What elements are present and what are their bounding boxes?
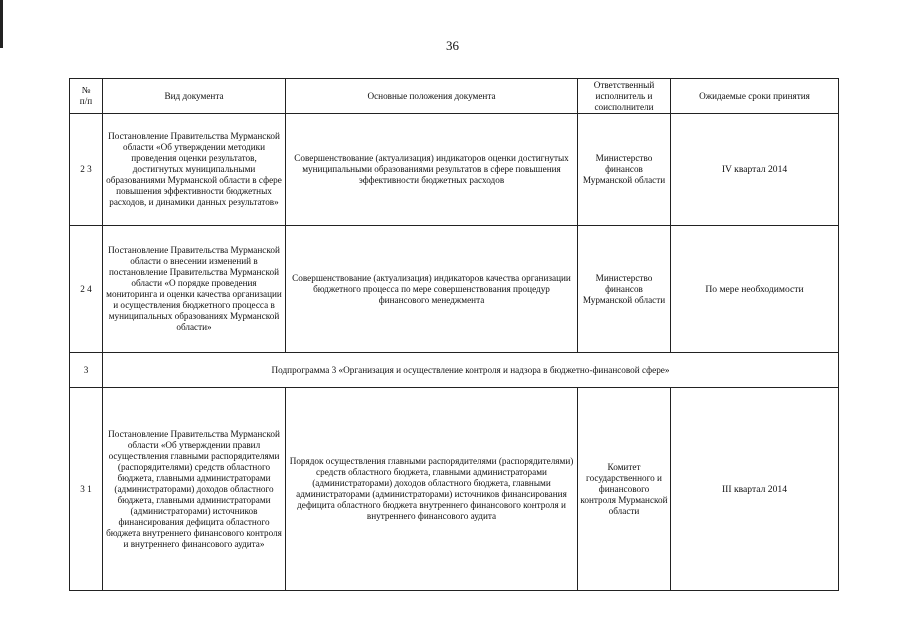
subprogram-row — [70, 353, 839, 388]
main-provisions: Порядок осуществления главными распорядителями (распорядителями) средств областного бюджета, главными администраторами (администраторами) доходов областного бюджета, главными администраторами (администраторами) источников финансирования дефицита областного бюджета внутреннего финансового контроля и внутреннего финансового аудита — [286, 388, 578, 591]
responsible: Комитет государственного и финансового контроля Мурманской области — [578, 388, 671, 591]
main-provisions: Совершенствование (актуализация) индикаторов оценки достигнутых муниципальными образованиями результатов в сфере повышения эффективности бюджетных расходов — [286, 114, 578, 226]
document-type: Постановление Правительства Мурманской области «Об утверждении методики проведения оценки результатов, достигнутых муниципальными образованиями Мурманской области в сфере повышения эффективности бюджетных расходов, и динамики данных результатов» — [103, 114, 286, 226]
header-row-number: № п/п — [70, 79, 103, 114]
main-provisions: Совершенствование (актуализация) индикаторов качества организации бюджетного процесса по мере совершенствования процедур финансового менеджмента — [286, 226, 578, 353]
row-number: 2 4 — [70, 226, 103, 353]
expected-date: III квартал 2014 — [671, 388, 839, 591]
row-number: 3 1 — [70, 388, 103, 591]
expected-date: IV квартал 2014 — [671, 114, 839, 226]
header-document-type: Вид документа — [103, 79, 286, 114]
page-number: 36 — [446, 38, 459, 53]
table-row — [70, 388, 839, 591]
responsible: Министерство финансов Мурманской области — [578, 226, 671, 353]
document-type: Постановление Правительства Мурманской области «Об утверждении правил осуществления главными распорядителями (распорядителями) средств областного бюджета, главными администраторами (администраторами) доходов областного бюджета, главными администраторами (администраторами) источников финансирования дефицита областного бюджета внутреннего финансового контроля и внутреннего финансового аудита» — [103, 388, 286, 591]
document-type: Постановление Правительства Мурманской области о внесении изменений в постановление Правительства Мурманской области «О порядке проведения мониторинга и оценки качества организации и осуществления бюджетного процесса в муниципальных образованиях Мурманской области» — [103, 226, 286, 353]
row-number: 2 3 — [70, 114, 103, 226]
header-main-provisions: Основные положения документа — [286, 79, 578, 114]
subprogram-title: Подпрограмма 3 «Организация и осуществление контроля и надзора в бюджетно-финансовой сфере» — [103, 353, 839, 388]
table-header-row — [70, 79, 839, 114]
table-row — [70, 226, 839, 353]
expected-date: По мере необходимости — [671, 226, 839, 353]
table-row — [70, 114, 839, 226]
header-expected-dates: Ожидаемые сроки принятия — [671, 79, 839, 114]
documents-plan-table — [69, 78, 839, 591]
subprogram-number: 3 — [70, 353, 103, 388]
responsible: Министерство финансов Мурманской области — [578, 114, 671, 226]
header-responsible: Ответственный исполнитель и соисполнители — [578, 79, 671, 114]
